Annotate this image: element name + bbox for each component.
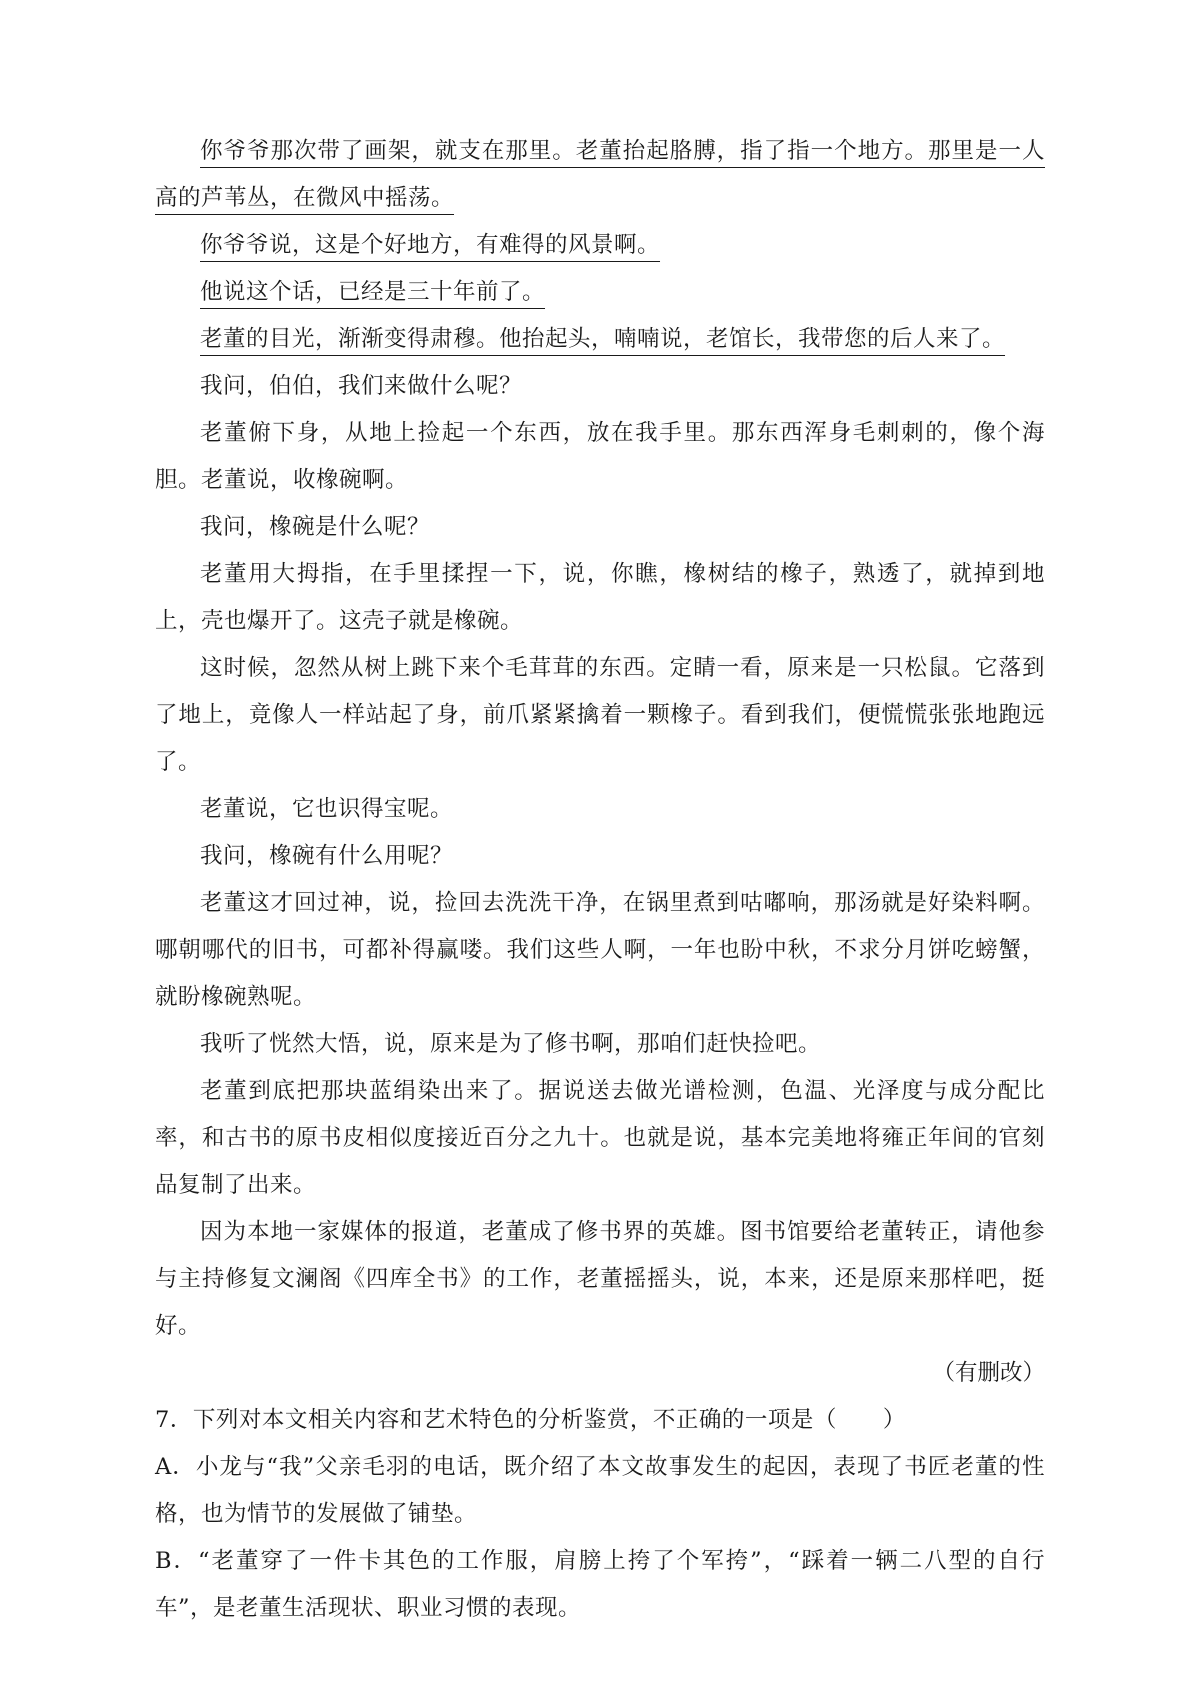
passage-paragraph: 他说这个话，已经是三十年前了。 — [200, 279, 546, 305]
passage-paragraph: 我问，橡碗是什么呢？ — [200, 514, 431, 540]
passage-paragraph: 因为本地一家媒体的报道，老董成了修书界的英雄。图书馆要给老董转正，请他参与主持修复文澜阁《四库全书》的工作，老董摇摇头，说，本来，还是原来那样吧，挺好。 — [155, 1219, 1045, 1339]
passage-paragraph: 我问，伯伯，我们来做什么呢？ — [200, 373, 523, 399]
option-b: B．“老董穿了一件卡其色的工作服，肩膀上挎了个军挎”，“踩着一辆二八型的自行车”，是老董生活现状、职业习惯的表现。 — [155, 1548, 1045, 1621]
passage-paragraph: 你爷爷那次带了画架，就支在那里。老董抬起胳膊，指了指一个地方。那里是一人高的芦苇丛，在微风中摇荡。 — [155, 138, 1045, 211]
question-7: 7．下列对本文相关内容和艺术特色的分析鉴赏，不正确的一项是（ ） — [155, 1407, 906, 1433]
reading-passage — [155, 128, 1045, 1350]
passage-paragraph: 老董这才回过神，说，捡回去洗洗干净，在锅里煮到咕嘟响，那汤就是好染料啊。哪朝哪代的旧书，可都补得赢喽。我们这些人啊，一年也盼中秋，不求分月饼吃螃蟹，就盼橡碗熟呢。 — [155, 890, 1045, 1010]
passage-paragraph: 老董俯下身，从地上捡起一个东西，放在我手里。那东西浑身毛刺刺的，像个海胆。老董说，收橡碗啊。 — [155, 420, 1045, 493]
passage-paragraph: 我听了恍然大悟，说，原来是为了修书啊，那咱们赶快捡吧。 — [200, 1031, 822, 1057]
source-attribution: （有删改） — [932, 1360, 1045, 1386]
passage-paragraph: 我问，橡碗有什么用呢？ — [200, 843, 454, 869]
passage-paragraph: 老董到底把那块蓝绢染出来了。据说送去做光谱检测，色温、光泽度与成分配比率，和古书的原书皮相似度接近百分之九十。也就是说，基本完美地将雍正年间的官刻品复制了出来。 — [155, 1078, 1045, 1198]
passage-paragraph: 你爷爷说，这是个好地方，有难得的风景啊。 — [200, 232, 661, 258]
passage-paragraph: 老董用大拇指，在手里揉捏一下，说，你瞧，橡树结的橡子，熟透了，就掉到地上，壳也爆开了。这壳子就是橡碗。 — [155, 561, 1045, 634]
passage-paragraph: 老董说，它也识得宝呢。 — [200, 796, 454, 822]
option-a: A．小龙与“我”父亲毛羽的电话，既介绍了本文故事发生的起因，表现了书匠老董的性格，也为情节的发展做了铺垫。 — [155, 1454, 1045, 1527]
passage-paragraph: 老董的目光，渐渐变得肃穆。他抬起头，喃喃说，老馆长，我带您的后人来了。 — [200, 326, 1006, 352]
passage-paragraph: 这时候，忽然从树上跳下来个毛茸茸的东西。定睛一看，原来是一只松鼠。它落到了地上，竟像人一样站起了身，前爪紧紧擒着一颗橡子。看到我们，便慌慌张张地跑远了。 — [155, 655, 1045, 775]
